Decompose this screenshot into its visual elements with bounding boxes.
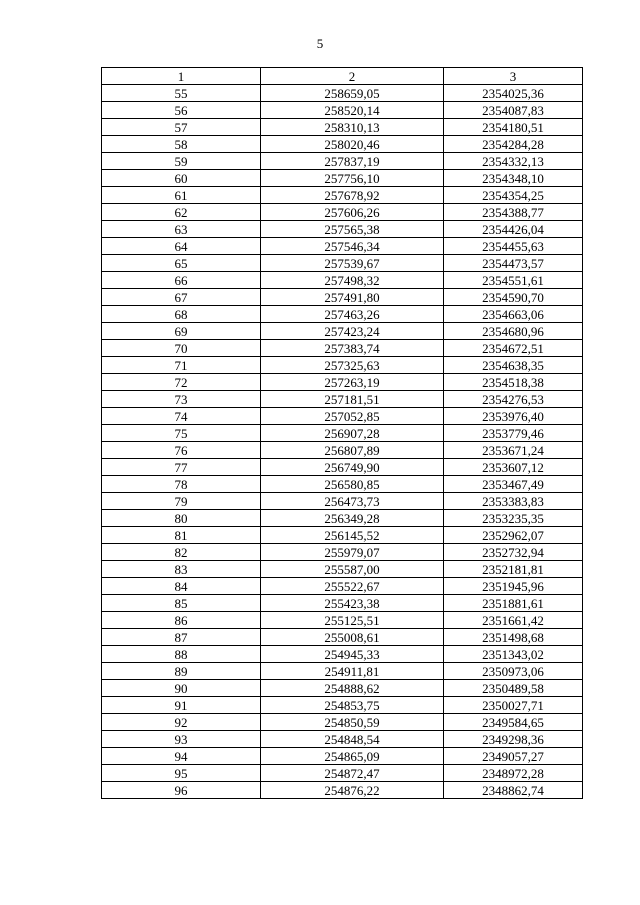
y-coordinate-cell: 2354388,77 [444, 204, 583, 221]
x-coordinate-cell: 256749,90 [261, 459, 444, 476]
x-coordinate-cell: 257263,19 [261, 374, 444, 391]
table-row [102, 510, 583, 527]
x-coordinate-cell: 254888,62 [261, 680, 444, 697]
point-number-cell: 63 [102, 221, 261, 238]
y-coordinate-cell: 2354672,51 [444, 340, 583, 357]
point-number-cell: 76 [102, 442, 261, 459]
y-coordinate-cell: 2354663,06 [444, 306, 583, 323]
table-row [102, 476, 583, 493]
x-coordinate-cell: 257423,24 [261, 323, 444, 340]
point-number-cell: 60 [102, 170, 261, 187]
y-coordinate-cell: 2354354,25 [444, 187, 583, 204]
point-number-cell: 87 [102, 629, 261, 646]
point-number-cell: 65 [102, 255, 261, 272]
table-row [102, 561, 583, 578]
y-coordinate-cell: 2354348,10 [444, 170, 583, 187]
y-coordinate-cell: 2354426,04 [444, 221, 583, 238]
y-coordinate-cell: 2349298,36 [444, 731, 583, 748]
table-row [102, 204, 583, 221]
point-number-cell: 72 [102, 374, 261, 391]
table-row [102, 629, 583, 646]
y-coordinate-cell: 2354680,96 [444, 323, 583, 340]
point-number-cell: 67 [102, 289, 261, 306]
point-number-cell: 70 [102, 340, 261, 357]
table-row [102, 153, 583, 170]
x-coordinate-cell: 255125,51 [261, 612, 444, 629]
header-cell-col3: 3 [444, 68, 583, 85]
table-row [102, 136, 583, 153]
table-row [102, 102, 583, 119]
x-coordinate-cell: 256907,28 [261, 425, 444, 442]
y-coordinate-cell: 2352181,81 [444, 561, 583, 578]
header-row [102, 68, 583, 85]
y-coordinate-cell: 2351498,68 [444, 629, 583, 646]
x-coordinate-cell: 257052,85 [261, 408, 444, 425]
y-coordinate-cell: 2350489,58 [444, 680, 583, 697]
table-row [102, 442, 583, 459]
table-row [102, 527, 583, 544]
table-row [102, 731, 583, 748]
x-coordinate-cell: 257546,34 [261, 238, 444, 255]
x-coordinate-cell: 257498,32 [261, 272, 444, 289]
point-number-cell: 59 [102, 153, 261, 170]
table-row [102, 595, 583, 612]
y-coordinate-cell: 2350027,71 [444, 697, 583, 714]
table-row [102, 187, 583, 204]
x-coordinate-cell: 255423,38 [261, 595, 444, 612]
table-row [102, 170, 583, 187]
point-number-cell: 78 [102, 476, 261, 493]
header-cell-col2: 2 [261, 68, 444, 85]
x-coordinate-cell: 255979,07 [261, 544, 444, 561]
table-row [102, 119, 583, 136]
table-row [102, 306, 583, 323]
y-coordinate-cell: 2350973,06 [444, 663, 583, 680]
y-coordinate-cell: 2352732,94 [444, 544, 583, 561]
table-row [102, 272, 583, 289]
point-number-cell: 88 [102, 646, 261, 663]
table-row [102, 408, 583, 425]
table-row [102, 425, 583, 442]
table-row [102, 85, 583, 102]
point-number-cell: 75 [102, 425, 261, 442]
table-row [102, 289, 583, 306]
point-number-cell: 96 [102, 782, 261, 799]
y-coordinate-cell: 2354276,53 [444, 391, 583, 408]
y-coordinate-cell: 2351881,61 [444, 595, 583, 612]
point-number-cell: 73 [102, 391, 261, 408]
point-number-cell: 55 [102, 85, 261, 102]
x-coordinate-cell: 257181,51 [261, 391, 444, 408]
point-number-cell: 56 [102, 102, 261, 119]
y-coordinate-cell: 2352962,07 [444, 527, 583, 544]
y-coordinate-cell: 2353671,24 [444, 442, 583, 459]
x-coordinate-cell: 254911,81 [261, 663, 444, 680]
x-coordinate-cell: 256349,28 [261, 510, 444, 527]
x-coordinate-cell: 257565,38 [261, 221, 444, 238]
x-coordinate-cell: 254876,22 [261, 782, 444, 799]
table-row [102, 663, 583, 680]
y-coordinate-cell: 2348862,74 [444, 782, 583, 799]
table-header [102, 68, 583, 85]
point-number-cell: 57 [102, 119, 261, 136]
y-coordinate-cell: 2353383,83 [444, 493, 583, 510]
header-cell-col1: 1 [102, 68, 261, 85]
point-number-cell: 69 [102, 323, 261, 340]
y-coordinate-cell: 2354025,36 [444, 85, 583, 102]
point-number-cell: 92 [102, 714, 261, 731]
table-row [102, 493, 583, 510]
y-coordinate-cell: 2351343,02 [444, 646, 583, 663]
x-coordinate-cell: 256473,73 [261, 493, 444, 510]
y-coordinate-cell: 2354551,61 [444, 272, 583, 289]
coordinates-table [101, 67, 583, 799]
point-number-cell: 94 [102, 748, 261, 765]
point-number-cell: 93 [102, 731, 261, 748]
table-row [102, 544, 583, 561]
y-coordinate-cell: 2354590,70 [444, 289, 583, 306]
table-row [102, 748, 583, 765]
x-coordinate-cell: 258520,14 [261, 102, 444, 119]
x-coordinate-cell: 254853,75 [261, 697, 444, 714]
table-row [102, 697, 583, 714]
table-row [102, 578, 583, 595]
table-row [102, 374, 583, 391]
point-number-cell: 90 [102, 680, 261, 697]
y-coordinate-cell: 2349057,27 [444, 748, 583, 765]
point-number-cell: 77 [102, 459, 261, 476]
x-coordinate-cell: 257678,92 [261, 187, 444, 204]
x-coordinate-cell: 254850,59 [261, 714, 444, 731]
y-coordinate-cell: 2354518,38 [444, 374, 583, 391]
y-coordinate-cell: 2351945,96 [444, 578, 583, 595]
y-coordinate-cell: 2349584,65 [444, 714, 583, 731]
point-number-cell: 58 [102, 136, 261, 153]
table-row [102, 714, 583, 731]
x-coordinate-cell: 257756,10 [261, 170, 444, 187]
table-row [102, 612, 583, 629]
table-row [102, 646, 583, 663]
x-coordinate-cell: 254848,54 [261, 731, 444, 748]
x-coordinate-cell: 257463,26 [261, 306, 444, 323]
x-coordinate-cell: 254945,33 [261, 646, 444, 663]
x-coordinate-cell: 254865,09 [261, 748, 444, 765]
x-coordinate-cell: 254872,47 [261, 765, 444, 782]
y-coordinate-cell: 2354638,35 [444, 357, 583, 374]
point-number-cell: 74 [102, 408, 261, 425]
table-row [102, 340, 583, 357]
point-number-cell: 68 [102, 306, 261, 323]
x-coordinate-cell: 257606,26 [261, 204, 444, 221]
y-coordinate-cell: 2353235,35 [444, 510, 583, 527]
y-coordinate-cell: 2348972,28 [444, 765, 583, 782]
x-coordinate-cell: 257383,74 [261, 340, 444, 357]
y-coordinate-cell: 2353467,49 [444, 476, 583, 493]
y-coordinate-cell: 2353976,40 [444, 408, 583, 425]
x-coordinate-cell: 256580,85 [261, 476, 444, 493]
point-number-cell: 64 [102, 238, 261, 255]
table-row [102, 680, 583, 697]
table-row [102, 459, 583, 476]
table-row [102, 357, 583, 374]
point-number-cell: 66 [102, 272, 261, 289]
point-number-cell: 84 [102, 578, 261, 595]
x-coordinate-cell: 258659,05 [261, 85, 444, 102]
point-number-cell: 86 [102, 612, 261, 629]
point-number-cell: 85 [102, 595, 261, 612]
point-number-cell: 81 [102, 527, 261, 544]
y-coordinate-cell: 2353779,46 [444, 425, 583, 442]
x-coordinate-cell: 257325,63 [261, 357, 444, 374]
point-number-cell: 89 [102, 663, 261, 680]
x-coordinate-cell: 258310,13 [261, 119, 444, 136]
y-coordinate-cell: 2354332,13 [444, 153, 583, 170]
table-row [102, 765, 583, 782]
table-row [102, 238, 583, 255]
point-number-cell: 62 [102, 204, 261, 221]
point-number-cell: 95 [102, 765, 261, 782]
point-number-cell: 79 [102, 493, 261, 510]
y-coordinate-cell: 2354087,83 [444, 102, 583, 119]
y-coordinate-cell: 2351661,42 [444, 612, 583, 629]
x-coordinate-cell: 258020,46 [261, 136, 444, 153]
table-row [102, 323, 583, 340]
y-coordinate-cell: 2354455,63 [444, 238, 583, 255]
table-row [102, 782, 583, 799]
x-coordinate-cell: 256807,89 [261, 442, 444, 459]
y-coordinate-cell: 2354284,28 [444, 136, 583, 153]
x-coordinate-cell: 257837,19 [261, 153, 444, 170]
x-coordinate-cell: 255587,00 [261, 561, 444, 578]
point-number-cell: 71 [102, 357, 261, 374]
point-number-cell: 91 [102, 697, 261, 714]
point-number-cell: 83 [102, 561, 261, 578]
y-coordinate-cell: 2353607,12 [444, 459, 583, 476]
table-row [102, 391, 583, 408]
table-body [102, 85, 583, 799]
point-number-cell: 80 [102, 510, 261, 527]
x-coordinate-cell: 255522,67 [261, 578, 444, 595]
point-number-cell: 61 [102, 187, 261, 204]
y-coordinate-cell: 2354180,51 [444, 119, 583, 136]
page-number: 5 [316, 36, 324, 51]
x-coordinate-cell: 256145,52 [261, 527, 444, 544]
table-row [102, 255, 583, 272]
y-coordinate-cell: 2354473,57 [444, 255, 583, 272]
table-row [102, 221, 583, 238]
x-coordinate-cell: 257539,67 [261, 255, 444, 272]
point-number-cell: 82 [102, 544, 261, 561]
x-coordinate-cell: 257491,80 [261, 289, 444, 306]
x-coordinate-cell: 255008,61 [261, 629, 444, 646]
